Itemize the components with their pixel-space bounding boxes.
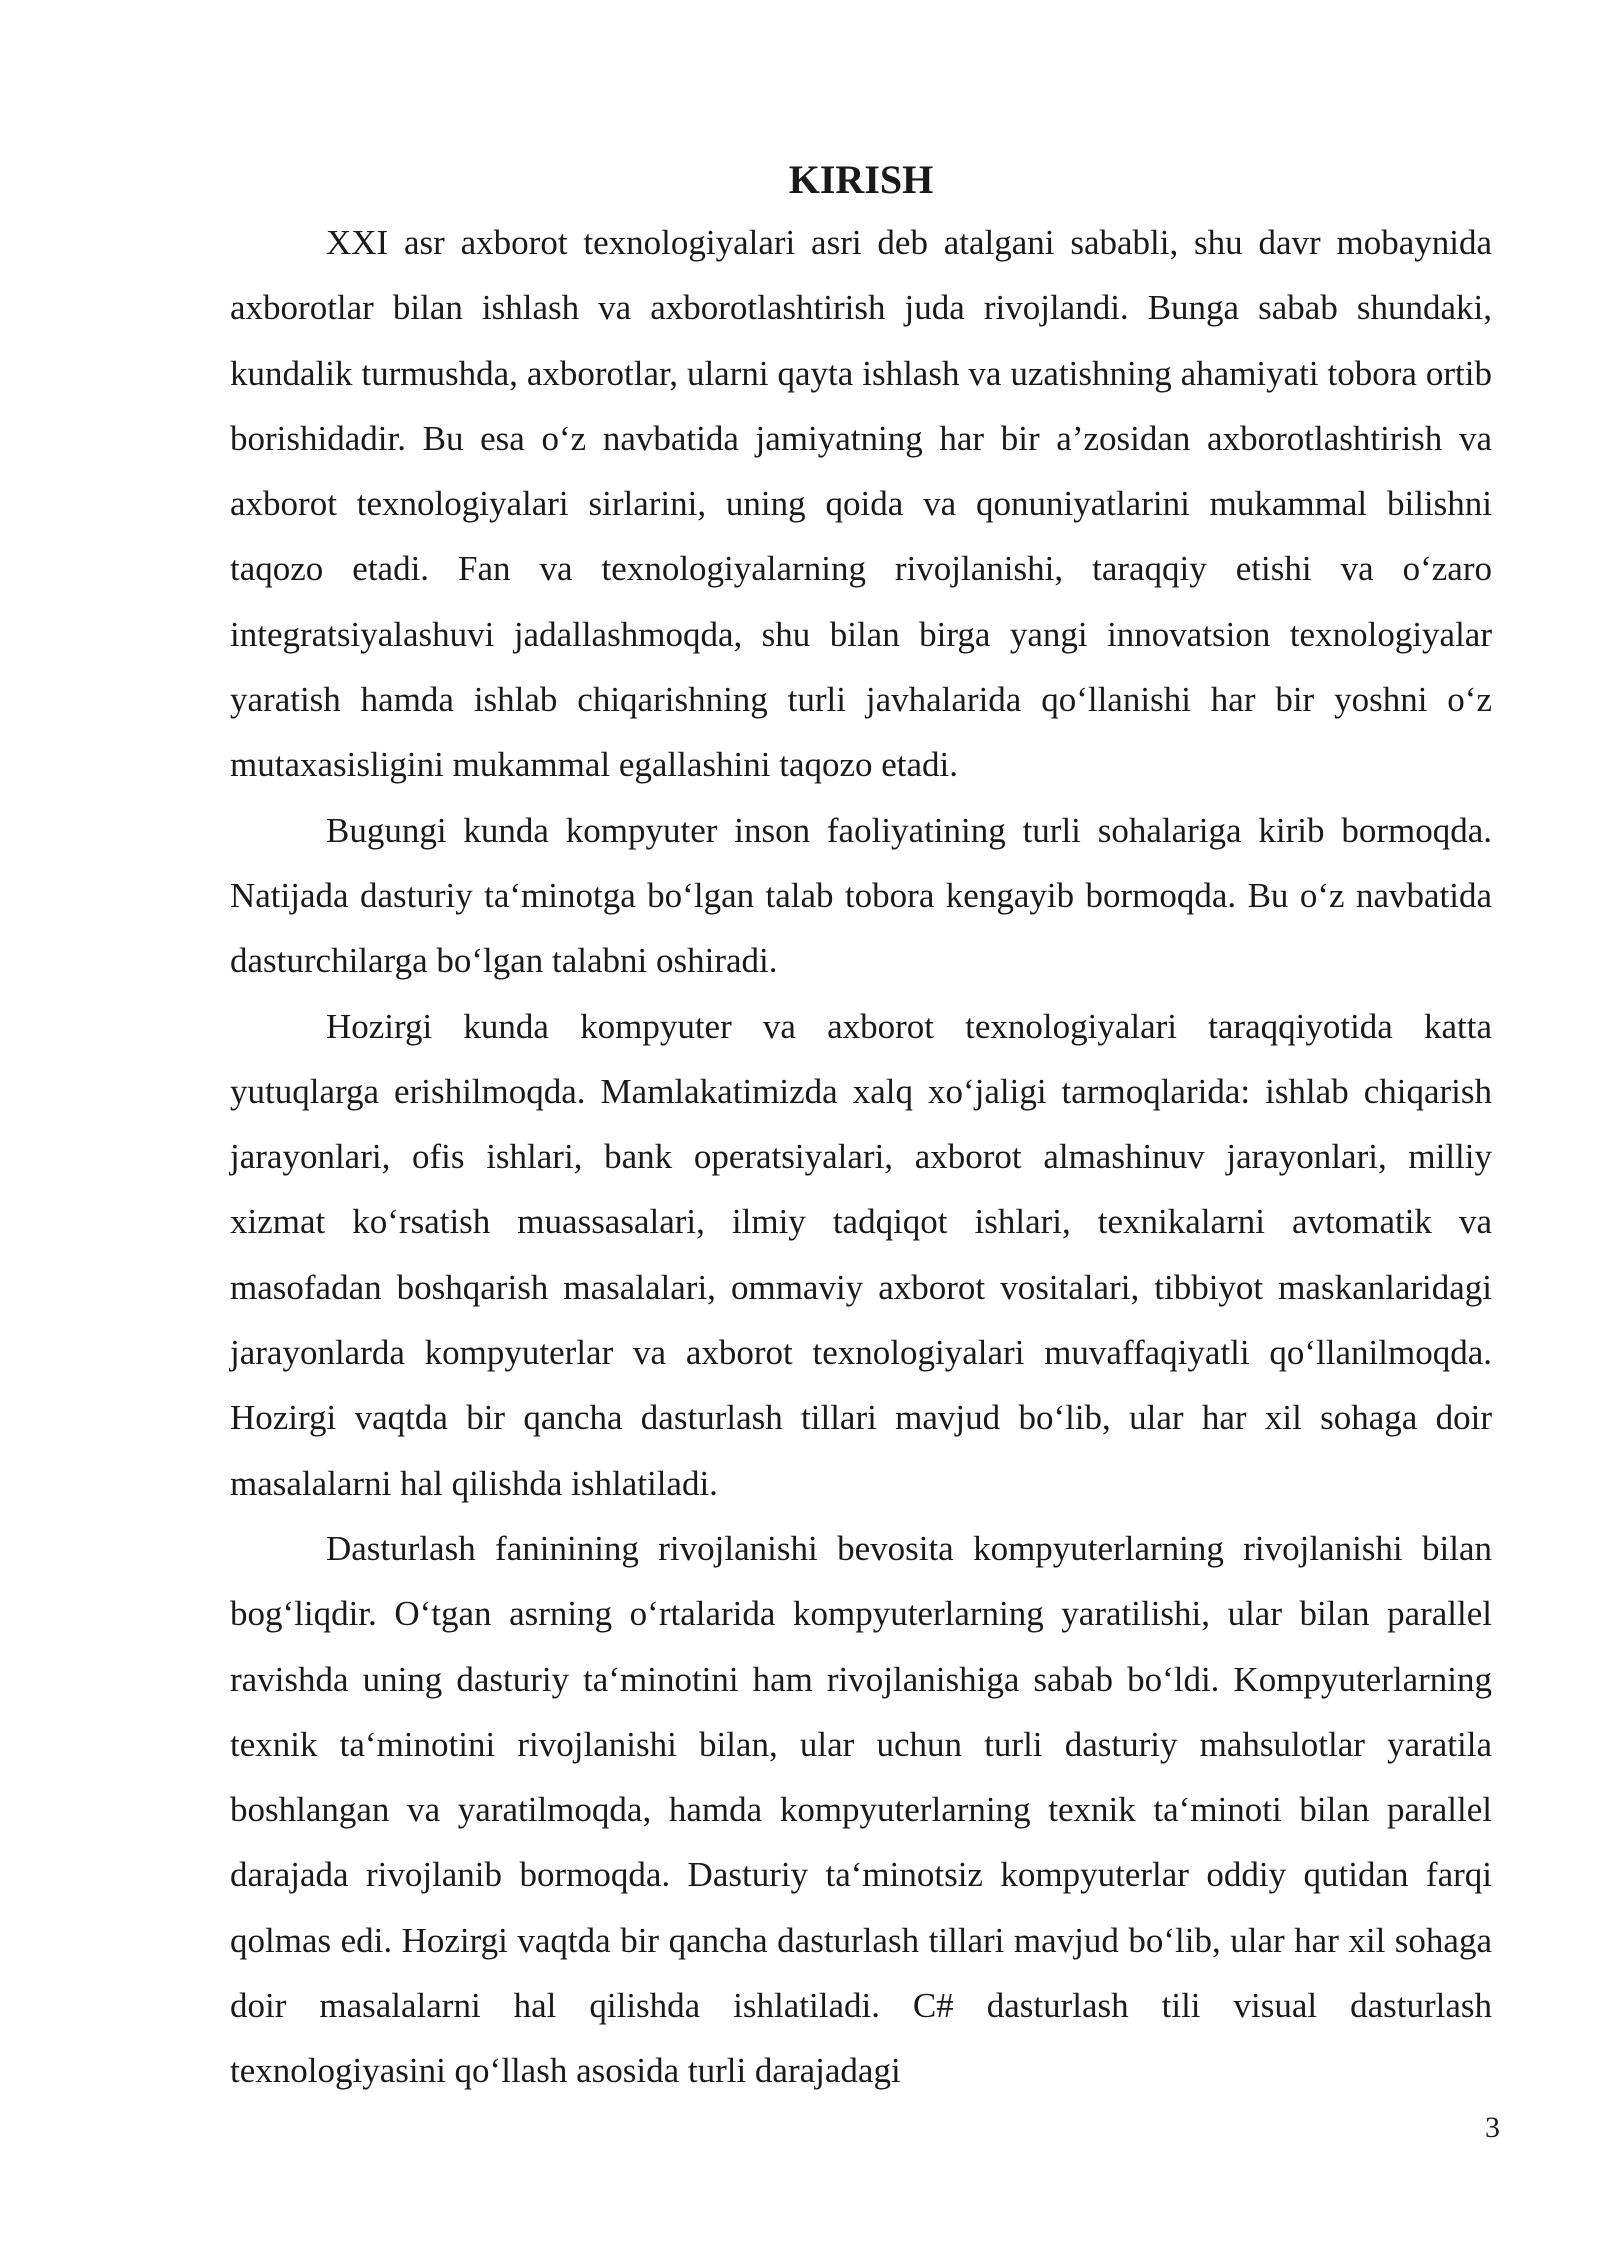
paragraph-1: XXI asr axborot texnologiyalari asri deb atalgani sababli, shu davr mobaynida axborotlar bilan ishlash va axborotlashtirish juda rivojlandi. Bunga sabab shundaki, kundalik turmushda, axborotlar, ularni qayta ishlash va uzatishning ahamiyati tobora ortib borishidadir. Bu esa o‘z navbatida jamiyatning har bir a’zosidan axborotlashtirish va axborot texnologiyalari sirlarini, uning qoida va qonuniyatlarini mukammal bilishni taqozo etadi. Fan va texnologiyalarning rivojlanishi, taraqqiy etishi va o‘zaro integratsiyalashuvi jadallashmoqda, shu bilan birga yangi innovatsion texnologiyalar yaratish hamda ishlab chiqarishning turli javhalarida qo‘llanishi har bir yoshni o‘z mutaxasisligini mukammal egallashini taqozo etadi. bbox=[230, 223, 1492, 785]
page-number: 3 bbox=[1485, 2111, 1500, 2144]
paragraph-2: Bugungi kunda kompyuter inson faoliyatining turli sohalariga kirib bormoqda. Natijada dasturiy ta‘minotga bo‘lgan talab tobora kengayib bormoqda. Bu o‘z navbatida dasturchilarga bo‘lgan talabni oshiradi. bbox=[230, 810, 1492, 981]
paragraph-4: Dasturlash faninining rivojlanishi bevosita kompyuterlarning rivojlanishi bilan bog‘liqdir. O‘tgan asrning o‘rtalarida kompyuterlarning yaratilishi, ular bilan parallel ravishda uning dasturiy ta‘minotini ham rivojlanishiga sabab bo‘ldi. Kompyuterlarning texnik ta‘minotini rivojlanishi bilan, ular uchun turli dasturiy mahsulotlar yaratila boshlangan va yaratilmoqda, hamda kompyuterlarning texnik ta‘minoti bilan parallel darajada rivojlanib bormoqda. Dasturiy ta‘minotsiz kompyuterlar oddiy qutidan farqi qolmas edi. Hozirgi vaqtda bir qancha dasturlash tillari mavjud bo‘lib, ular har xil sohaga doir masalalarni hal qilishda ishlatiladi. C# dasturlash tili visual dasturlash texnologiyasini qo‘llash asosida turli darajadagi bbox=[230, 1528, 1492, 2091]
page-body bbox=[230, 150, 1492, 2104]
paragraph-3: Hozirgi kunda kompyuter va axborot texnologiyalari taraqqiyotida katta yutuqlarga erishilmoqda. Mamlakatimizda xalq xo‘jaligi tarmoqlarida: ishlab chiqarish jarayonlari, ofis ishlari, bank operatsiyalari, axborot almashinuv jarayonlari, milliy xizmat ko‘rsatish muassasalari, ilmiy tadqiqot ishlari, texnikalarni avtomatik va masofadan boshqarish masalalari, ommaviy axborot vositalari, tibbiyot maskanlaridagi jarayonlarda kompyuterlar va axborot texnologiyalari muvaffaqiyatli qo‘llanilmoqda. Hozirgi vaqtda bir qancha dasturlash tillari mavjud bo‘lib, ular har xil sohaga doir masalalarni hal qilishda ishlatiladi. bbox=[230, 1006, 1492, 1503]
page-title: KIRISH bbox=[788, 157, 934, 202]
